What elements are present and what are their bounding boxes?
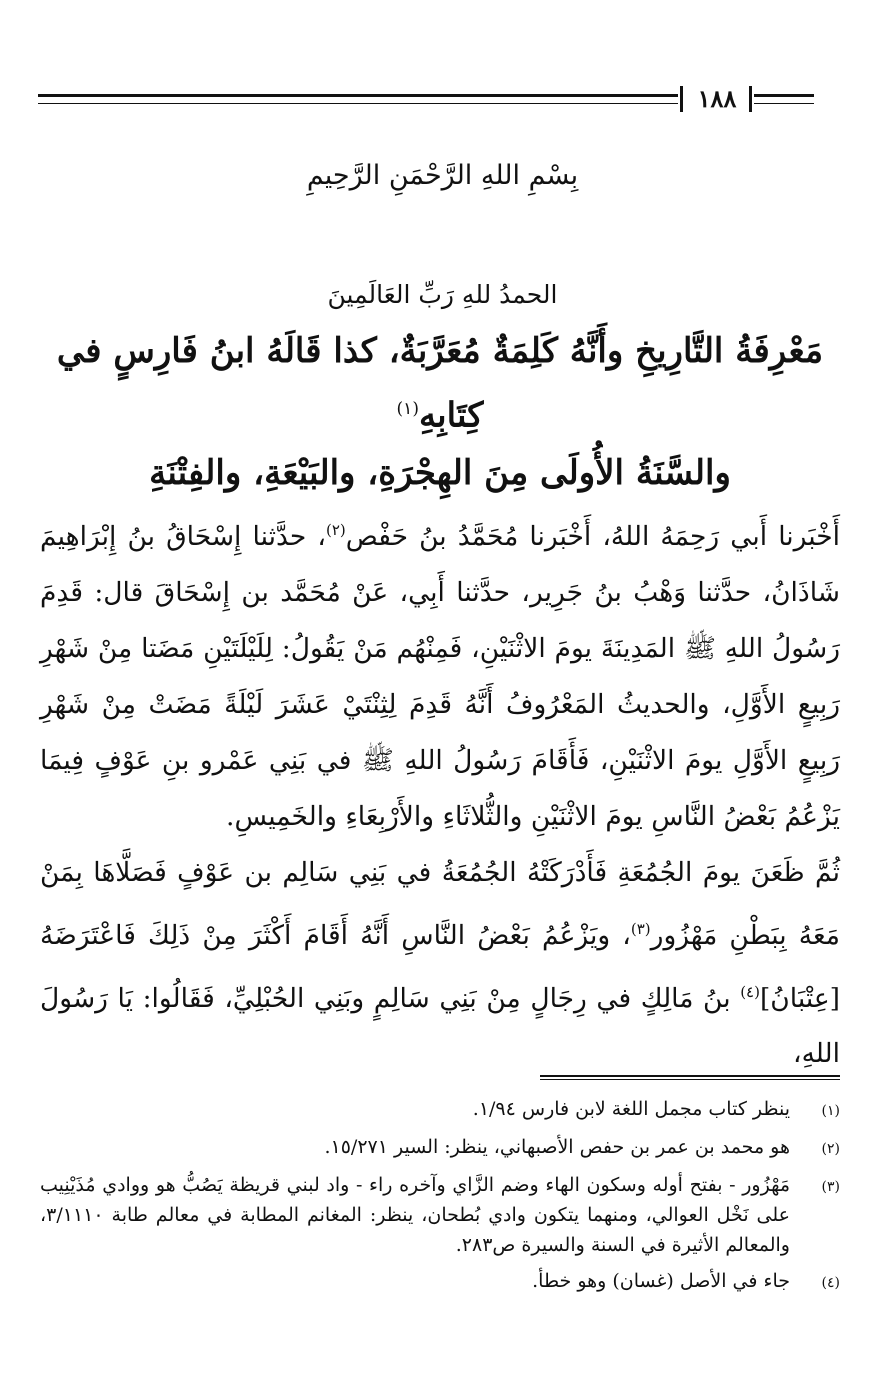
chapter-title-text-1: مَعْرِفَةُ التَّارِيخِ وأَنَّهُ كَلِمَةٌ مُعَرَّبَةٌ، كذا قَالَهُ ابنُ فَارِسٍ في كِتَابِهِ	[56, 331, 824, 436]
paragraph-2-part-b: ، ويَزْعُمُ بَعْضُ النَّاسِ أَنَّهُ أَقَامَ أَكْثَرَ مِنْ ذَلِكَ فَاعْتَرَضَهُ [عِتْبَانُ]	[40, 919, 840, 1014]
footnote-ref-3: (٣)	[630, 919, 651, 938]
footnote-text: جاء في الأصل (غسان) وهو خطأ.	[532, 1270, 790, 1292]
footnote-ref-1: (١)	[396, 399, 419, 419]
footnote	[40, 1170, 840, 1260]
footnote-number: (٣)	[821, 1179, 840, 1195]
footnote-text: ينظر كتاب مجمل اللغة لابن فارس ١/٩٤.	[472, 1098, 790, 1120]
footnote-number: (٢)	[821, 1141, 840, 1157]
footnote	[40, 1094, 840, 1126]
page-header	[38, 86, 814, 116]
header-rule-right	[754, 94, 814, 104]
footnote-number: (١)	[821, 1103, 840, 1119]
paragraph-1-part-a: أَخْبَرنا أَبي رَحِمَهُ اللهُ، أَخْبَرنا مُحَمَّدُ بنُ حَفْص	[345, 520, 841, 552]
footnote-number: (٤)	[821, 1275, 840, 1291]
paragraph-1-part-b: ، حدَّثنا إِسْحَاقُ بنُ إِبْرَاهِيمَ شَاذَانُ، حدَّثنا وَهْبُ بنُ جَرِير، حدَّثنا أَبِي، عَنْ مُحَمَّد بن إِسْحَاقَ قال: قَدِمَ رَسُولُ اللهِ ﷺ المَدِينَةَ يومَ الاثْنَيْنِ، فَمِنْهُم مَنْ يَقُولُ: لِلَيْلَتَيْنِ مَضَتا مِنْ شَهْرِ رَبِيعٍ الأَوَّلِ، والحديثُ المَعْرُوفُ أَنَّهُ قَدِمَ لِثِنْتَيْ عَشَرَ لَيْلَةً مَضَتْ مِنْ شَهْرِ رَبِيعٍ الأَوَّلِ يومَ الاثْنَيْنِ، فَأَقَامَ رَسُولُ اللهِ ﷺ في بَنِي عَمْرو بنِ عَوْفٍ فِيمَا يَزْعُمُ بَعْضُ النَّاسِ يومَ الاثْنَيْنِ والثُّلاثَاءِ والأَرْبِعَاءِ والخَمِيسِ.	[40, 520, 840, 832]
chapter-title-line-2: والسَّنَةُ الأُولَى مِنَ الهِجْرَةِ، والبَيْعَةِ، والفِتْنَةِ	[149, 453, 731, 494]
header-bar-left	[680, 86, 683, 112]
header-rule-left	[38, 94, 678, 104]
footnote-text: هو محمد بن عمر بن حفص الأصبهاني، ينظر: السير ١٥/٢٧١.	[324, 1136, 790, 1158]
paragraph-2	[40, 845, 840, 1083]
page-number: ١٨٨	[697, 84, 737, 113]
chapter-title	[40, 322, 840, 502]
footnotes	[40, 1094, 840, 1304]
footnote-ref-4: (٤)	[740, 982, 760, 1001]
footnote-separator	[540, 1075, 840, 1080]
paragraph-1	[40, 502, 840, 845]
footnote	[40, 1132, 840, 1164]
footnote-text: مَهْزُور - بفتح أوله وسكون الهاء وضم الزَّاي وآخره راء - واد لبني قريظة يَصُبُّ هو ووادي مُذَيْنِيب على نَخْل العوالي، ومنهما يتكون وادي بُطحان، ينظر: المغانم المطابة في معالم طابة ٣/١١١٠، والمعالم الأثيرة في السنة والسيرة ص٢٨٣.	[40, 1174, 790, 1256]
header-bar-right	[749, 86, 752, 112]
chapter-title-line-1	[40, 322, 840, 444]
paragraph-2-part-c: بنُ مَالِكٍ في رِجَالٍ مِنْ بَنِي سَالِمٍ وبَنِي الحُبْلِيِّ، فَقَالُوا: يَا رَسُولَ اللهِ،	[40, 982, 840, 1070]
footnote	[40, 1266, 840, 1298]
footnote-ref-2: (٢)	[325, 521, 346, 539]
hamd-line: الحمدُ للهِ رَبِّ العَالَمِينَ	[327, 280, 558, 309]
basmala: بِسْمِ اللهِ الرَّحْمَنِ الرَّحِيمِ	[306, 160, 579, 191]
main-text	[40, 502, 840, 1082]
paragraph-2-part-a: ثُمَّ ظَعَنَ يومَ الجُمُعَةِ فَأَدْرَكَتْهُ الجُمُعَةُ في بَنِي سَالِم بن عَوْفٍ فَصَلَّاهَا بِمَنْ مَعَهُ بِبَطْنِ مَهْزُور	[40, 856, 840, 951]
